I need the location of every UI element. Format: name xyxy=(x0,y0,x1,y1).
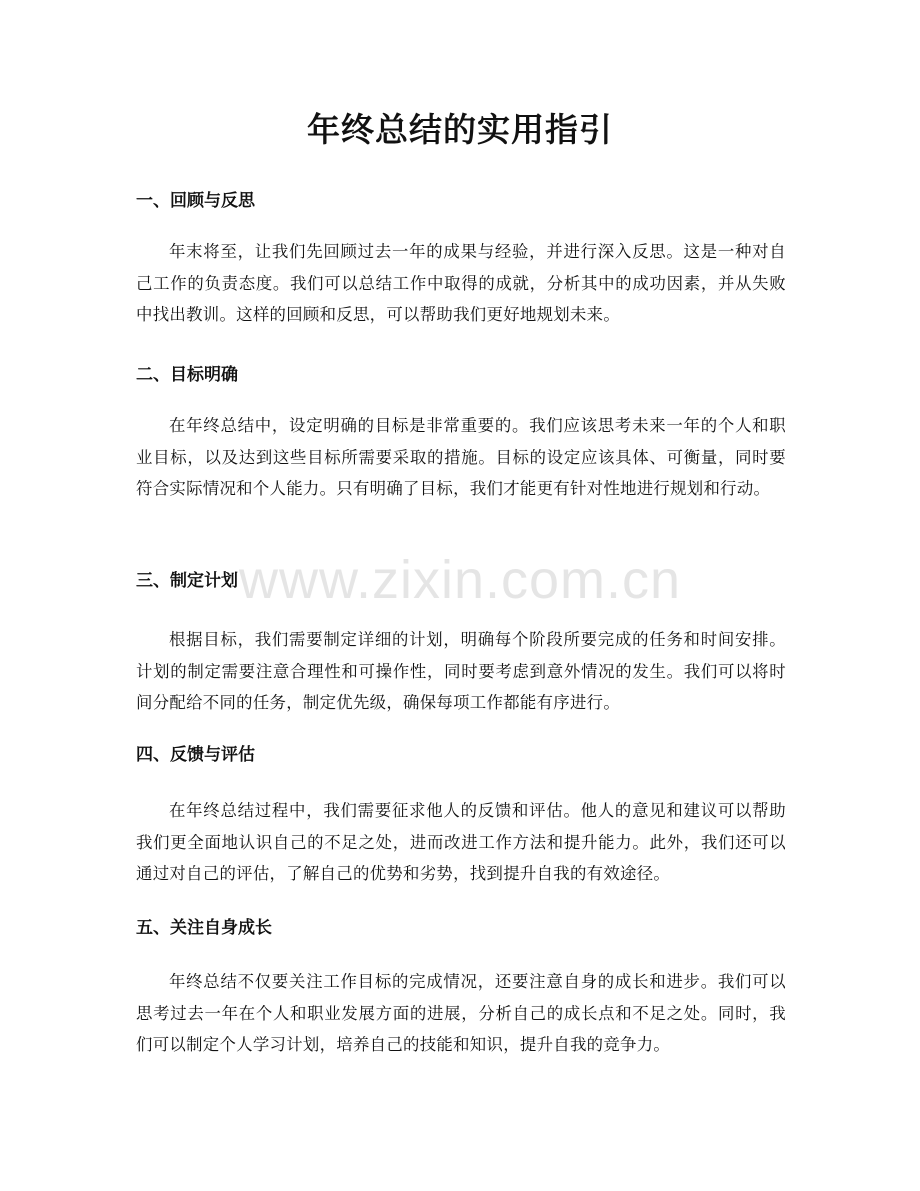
section-heading-review: 一、回顾与反思 xyxy=(136,191,255,211)
section-body-plan: 根据目标，我们需要制定详细的计划，明确每个阶段所要完成的任务和时间安排。计划的制定需要注意合理性和可操作性，同时要考虑到意外情况的发生。我们可以将时间分配给不同的任务，制定优先级，确保每项工作都能有序进行。 xyxy=(136,630,786,712)
document-title: 年终总结的实用指引 xyxy=(307,110,613,149)
section-heading-goals: 二、目标明确 xyxy=(136,365,238,385)
section-body-feedback: 在年终总结过程中，我们需要征求他人的反馈和评估。他人的意见和建议可以帮助我们更全面地认识自己的不足之处，进而改进工作方法和提升能力。此外，我们还可以通过对自己的评估，了解自己的优势和劣势，找到提升自我的有效途径。 xyxy=(136,801,786,883)
section-heading-plan: 三、制定计划 xyxy=(136,571,238,591)
section-heading-feedback: 四、反馈与评估 xyxy=(136,745,255,765)
section-body-goals: 在年终总结中，设定明确的目标是非常重要的。我们应该思考未来一年的个人和职业目标，以及达到这些目标所需要采取的措施。目标的设定应该具体、可衡量，同时要符合实际情况和个人能力。只有明确了目标，我们才能更有针对性地进行规划和行动。 xyxy=(136,416,786,498)
watermark: www.zixin.com.cn xyxy=(238,550,682,610)
section-body-growth: 年终总结不仅要关注工作目标的完成情况，还要注意自身的成长和进步。我们可以思考过去一年在个人和职业发展方面的进展，分析自己的成长点和不足之处。同时，我们可以制定个人学习计划，培养自己的技能和知识，提升自我的竞争力。 xyxy=(136,972,786,1054)
section-heading-growth: 五、关注自身成长 xyxy=(136,918,272,938)
section-body-review: 年末将至，让我们先回顾过去一年的成果与经验，并进行深入反思。这是一种对自己工作的负责态度。我们可以总结工作中取得的成就，分析其中的成功因素，并从失败中找出教训。这样的回顾和反思，可以帮助我们更好地规划未来。 xyxy=(136,242,786,324)
